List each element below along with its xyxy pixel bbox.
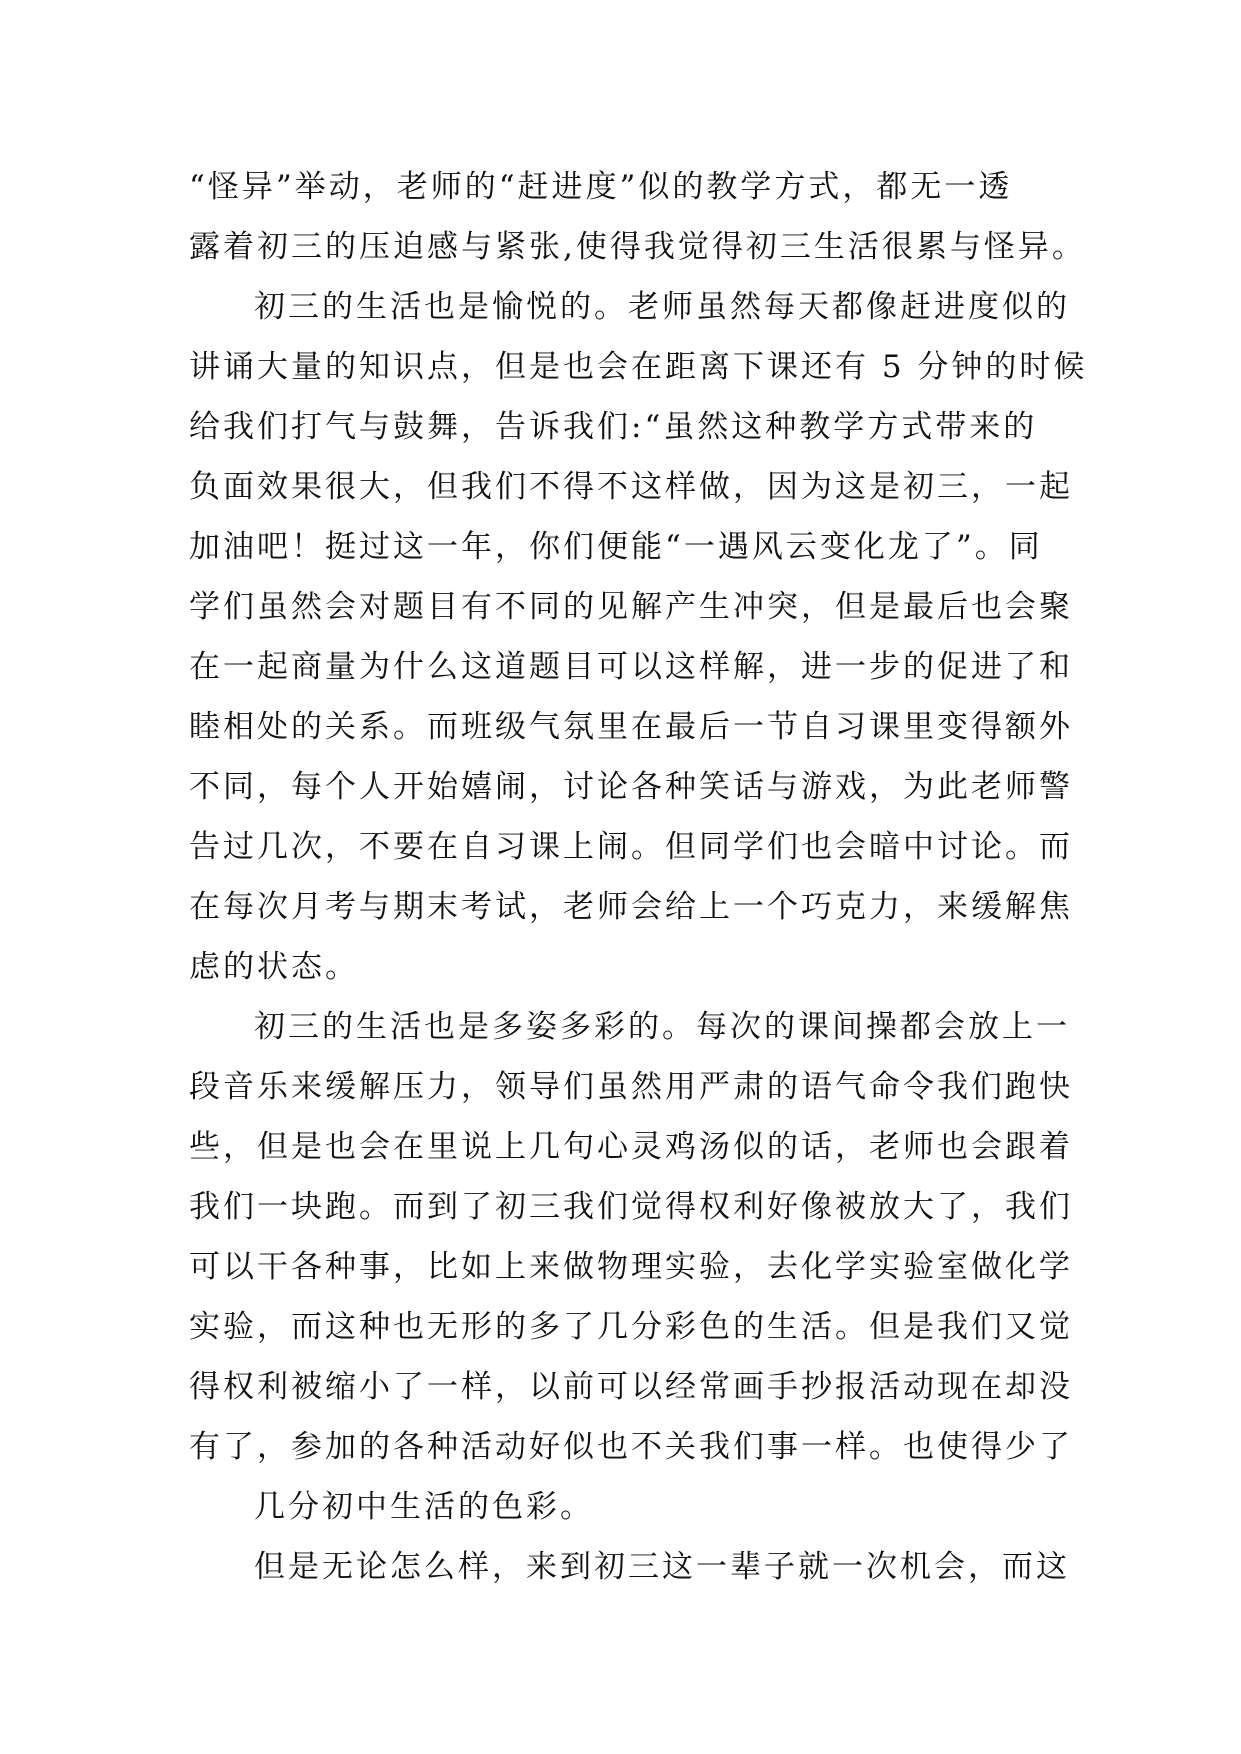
text-line: 有了，参加的各种活动好似也不关我们事一样。也使得少了 bbox=[189, 1429, 1073, 1465]
text-line: 初三的生活也是愉悦的。老师虽然每天都像赶进度似的 bbox=[254, 289, 1070, 325]
text-line: 初三的生活也是多姿多彩的。每次的课间操都会放上一 bbox=[254, 1009, 1070, 1045]
text-line: 实验，而这种也无形的多了几分彩色的生活。但是我们又觉 bbox=[189, 1309, 1073, 1345]
text-line: 可以干各种事，比如上来做物理实验，去化学实验室做化学 bbox=[189, 1249, 1073, 1285]
text-line: 告过几次，不要在自习课上闹。但同学们也会暗中讨论。而 bbox=[189, 829, 1073, 865]
text-line: 学们虽然会对题目有不同的见解产生冲突，但是最后也会聚 bbox=[189, 589, 1073, 625]
text-line: 露着初三的压迫感与紧张,使得我觉得初三生活很累与怪异。 bbox=[189, 229, 1086, 265]
text-line: 加油吧！挺过这一年，你们便能“一遇风云变化龙了”。同 bbox=[189, 529, 1043, 565]
text-line: 给我们打气与鼓舞，告诉我们:“虽然这种教学方式带来的 bbox=[189, 409, 1038, 445]
text-line: 在每次月考与期末考试，老师会给上一个巧克力，来缓解焦 bbox=[189, 889, 1073, 925]
text-line: 负面效果很大，但我们不得不这样做，因为这是初三，一起 bbox=[189, 469, 1073, 505]
text-line: 睦相处的关系。而班级气氛里在最后一节自习课里变得额外 bbox=[189, 709, 1073, 745]
text-line: 几分初中生活的色彩。 bbox=[254, 1489, 594, 1525]
text-line: 段音乐来缓解压力，领导们虽然用严肃的语气命令我们跑快 bbox=[189, 1069, 1073, 1105]
text-line: 不同，每个人开始嬉闹，讨论各种笑话与游戏，为此老师警 bbox=[189, 769, 1073, 805]
text-line: 得权利被缩小了一样，以前可以经常画手抄报活动现在却没 bbox=[189, 1369, 1073, 1405]
text-line: 但是无论怎么样，来到初三这一辈子就一次机会，而这 bbox=[254, 1549, 1070, 1585]
text-line: 在一起商量为什么这道题目可以这样解，进一步的促进了和 bbox=[189, 649, 1073, 685]
text-line: 我们一块跑。而到了初三我们觉得权利好像被放大了，我们 bbox=[189, 1189, 1073, 1225]
text-line: “怪异”举动，老师的“赶进度”似的教学方式，都无一透 bbox=[189, 169, 1013, 205]
text-line: 讲诵大量的知识点，但是也会在距离下课还有 5 分钟的时候 bbox=[189, 349, 1088, 385]
text-line: 虑的状态。 bbox=[189, 949, 359, 985]
text-line: 些，但是也会在里说上几句心灵鸡汤似的话，老师也会跟着 bbox=[189, 1129, 1073, 1165]
